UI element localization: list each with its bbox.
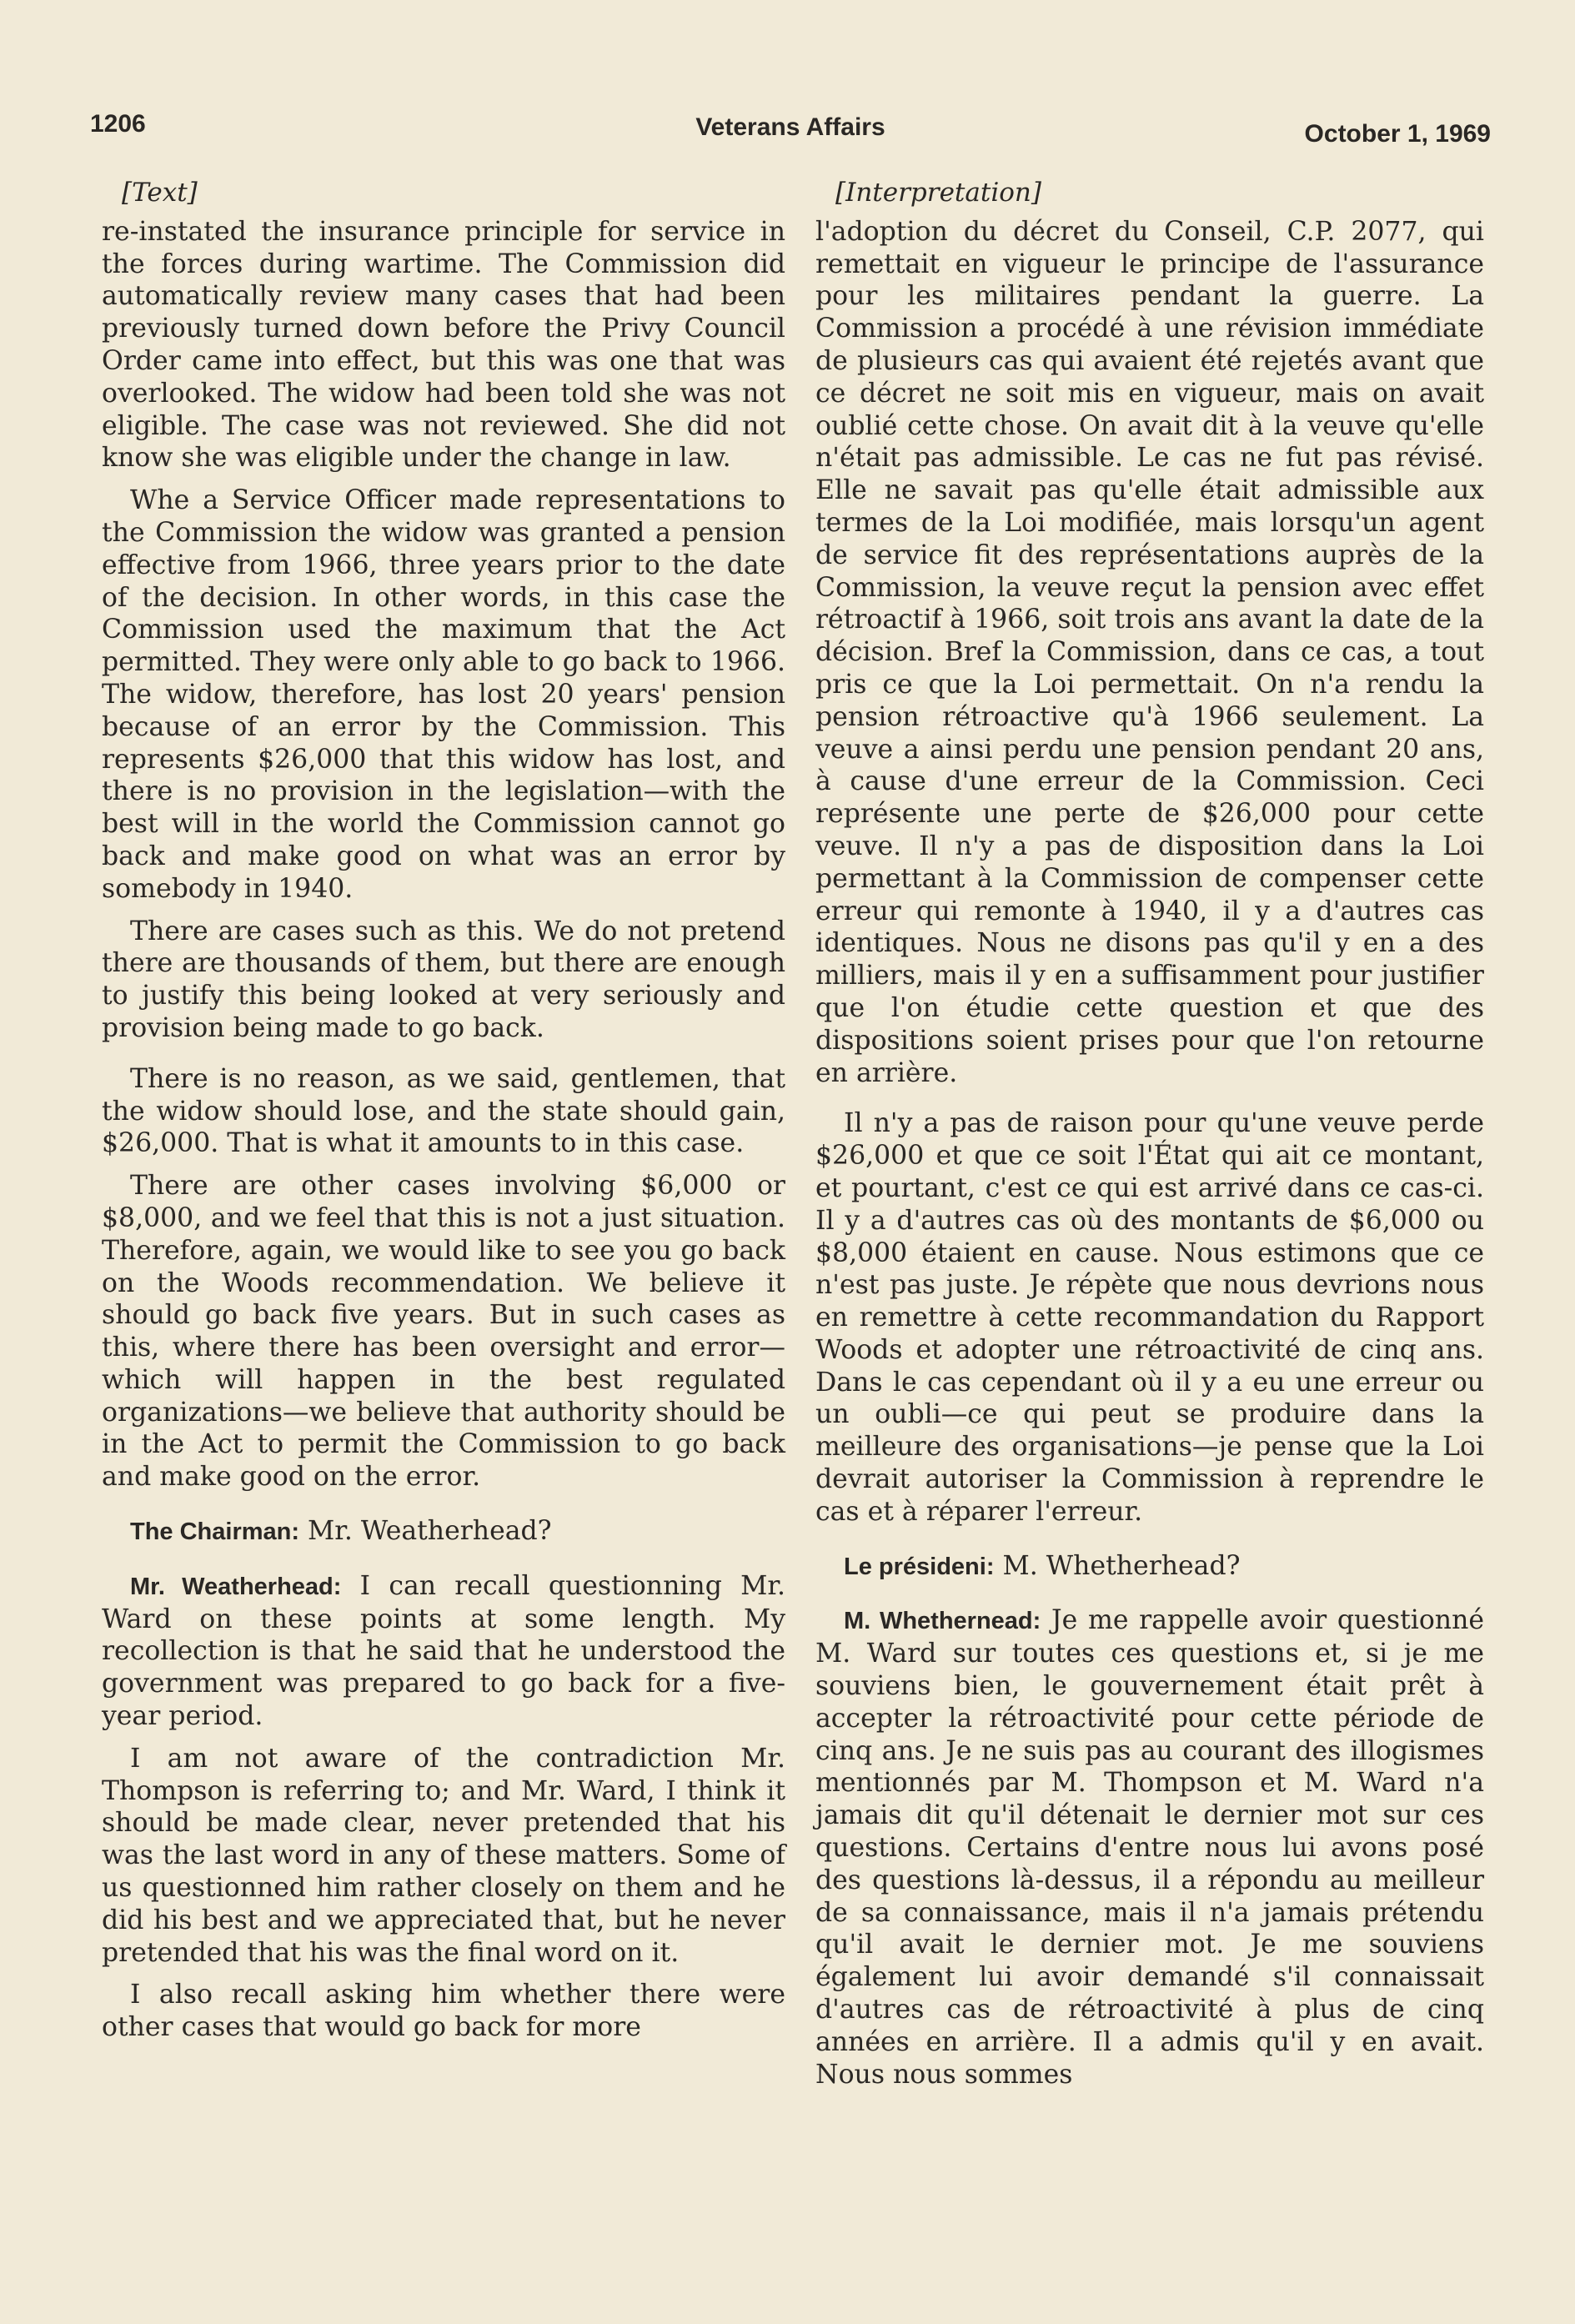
- column-label-text: [Text]: [122, 178, 198, 208]
- running-title: Veterans Affairs: [695, 113, 885, 141]
- speaker-text: M. Whetherhead?: [1002, 1550, 1241, 1581]
- speaker-paragraph: [815, 1550, 1484, 1584]
- speaker-paragraph: [815, 1604, 1484, 2091]
- speaker-text: I can recall questionning Mr. Ward on these points at some length. My recollection is that he said that he understood the government was prepared to go back for a five-year period.: [102, 1570, 785, 1732]
- page-number: 1206: [90, 110, 146, 138]
- paragraph: Whe a Service Officer made representations to the Commission the widow was granted a pension effective from 1966, three years prior to the date of the decision. In other words, in this case the Commission used the maximum that the Act permitted. They were only able to go back to 1966. The widow, therefore, has lost 20 years' pension because of an error by the Commission. This represents $26,000 that this widow has lost, and there is no provision in the legislation—with the best will in the world the Commission cannot go back and make good on what was an error by somebody in 1940.: [102, 485, 785, 904]
- paragraph: re-instated the insurance principle for service in the forces during wartime. The Commission did automatically review many cases that had been previously turned down before the Privy Council Order came into effect, but this was one that was overlooked. The widow had been told she was not eligible. The case was not reviewed. She did not know she was eligible under the change in law.: [102, 216, 785, 474]
- paragraph: I also recall asking him whether there were other cases that would go back for more: [102, 1980, 785, 2043]
- speaker-paragraph: [102, 1570, 785, 1733]
- paragraph: I am not aware of the contradiction Mr. Thompson is referring to; and Mr. Ward, I think it should be made clear, never pretended that his was the last word in any of these matters. Some of us questionned him rather closely on them and he did his best and we appreciated that, but he never pretended that his was the final word on it.: [102, 1743, 785, 1968]
- column-label-interpretation: [Interpretation]: [835, 178, 1041, 208]
- page-date: October 1, 1969: [1304, 120, 1491, 148]
- paragraph: There are cases such as this. We do not pretend there are thousands of them, but there are enough to justify this being looked at very seriously and provision being made to go back.: [102, 916, 785, 1043]
- speaker-text: Je me rappelle avoir questionné M. Ward sur toutes ces questions et, si je me souviens bien, le gouvernement était prêt à accepter la rétroactivité pour cette période de cinq ans. Je ne suis pas au courant des illogismes mentionnés par M. Thompson et M. Ward n'a jamais dit qu'il détenait le dernier mot sur ces questions. Certains d'entre nous lui avons posé des questions là-dessus, il a répondu au meilleur de sa connaissance, mais il n'a jamais prétendu qu'il avait le dernier mot. Je me souviens également lui avoir demandé s'il connaissait d'autres cas de rétroactivité à plus de cinq années en arrière. Il a admis qu'il y en avait. Nous nous sommes: [815, 1605, 1484, 2090]
- french-column: [815, 177, 1484, 2101]
- page-header: [90, 107, 1491, 157]
- paragraph: There is no reason, as we said, gentlemen, that the widow should lose, and the state should gain, $26,000. That is what it amounts to in this case.: [102, 1063, 785, 1159]
- speaker-paragraph: [102, 1515, 785, 1548]
- paragraph: Il n'y a pas de raison pour qu'une veuve perde $26,000 et que ce soit l'État qui ait ce montant, et pourtant, c'est ce qui est arrivé dans ce cas-ci. Il y a d'autres cas où des montants de $6,000 ou $8,000 étaient en cause. Nous estimons que ce n'est pas juste. Je répète que nous devrions nous en remettre à cette recommandation du Rapport Woods et adopter une rétroactivité de cinq ans. Dans le cas cependant où il y a eu une erreur ou un oubli—ce qui peut se produire dans la meilleure des organisations—je pense que la Loi devrait autoriser la Commission à reprendre le cas et à réparer l'erreur.: [815, 1108, 1484, 1527]
- speaker-name: Mr. Weatherhead:: [130, 1573, 342, 1600]
- speaker-name: M. Whethernead:: [844, 1608, 1041, 1635]
- paragraph: There are other cases involving $6,000 or $8,000, and we feel that this is not a just situation. Therefore, again, we would like to see you go back on the Woods recommendation. We believe it should go back five years. But in such cases as this, where there has been oversight and error—which will happen in the best regulated organizations—we believe that authority should be in the Act to permit the Commission to go back and make good on the error.: [102, 1171, 785, 1493]
- speaker-text: Mr. Weatherhead?: [308, 1516, 552, 1547]
- speaker-name: The Chairman:: [130, 1518, 300, 1546]
- speaker-name: Le présideni:: [844, 1553, 995, 1580]
- english-column: [102, 177, 785, 2054]
- paragraph: l'adoption du décret du Conseil, C.P. 2077, qui remettait en vigueur le principe de l'assurance pour les militaires pendant la guerre. La Commission a procédé à une révision immédiate de plusieurs cas qui avaient été rejetés avant que ce décret ne soit mis en vigueur, mais on avait oublié cette chose. On avait dit à la veuve qu'elle n'était pas admissible. Le cas ne fut pas révisé. Elle ne savait pas qu'elle était admissible aux termes de la Loi modifiée, mais lorsqu'un agent de service fit des représentations auprès de la Commission, la veuve reçut la pension avec effet rétroactif à 1966, soit trois ans avant la date de la décision. Bref la Commission, dans ce cas, a tout pris ce que la Loi permettait. On n'a rendu la pension rétroactive qu'à 1966 seulement. La veuve a ainsi perdu une pension pendant 20 ans, à cause d'une erreur de la Commission. Ceci représente une perte de $26,000 pour cette veuve. Il n'y a pas de disposition dans la Loi permettant à la Commission de compenser cette erreur qui remonte à 1940, il y a d'autres cas identiques. Nous ne disons pas qu'il y en a des milliers, mais il y en a suffisamment pour justifier que l'on étudie cette question et que des dispositions soient prises pour que l'on retourne en arrière.: [815, 216, 1484, 1088]
